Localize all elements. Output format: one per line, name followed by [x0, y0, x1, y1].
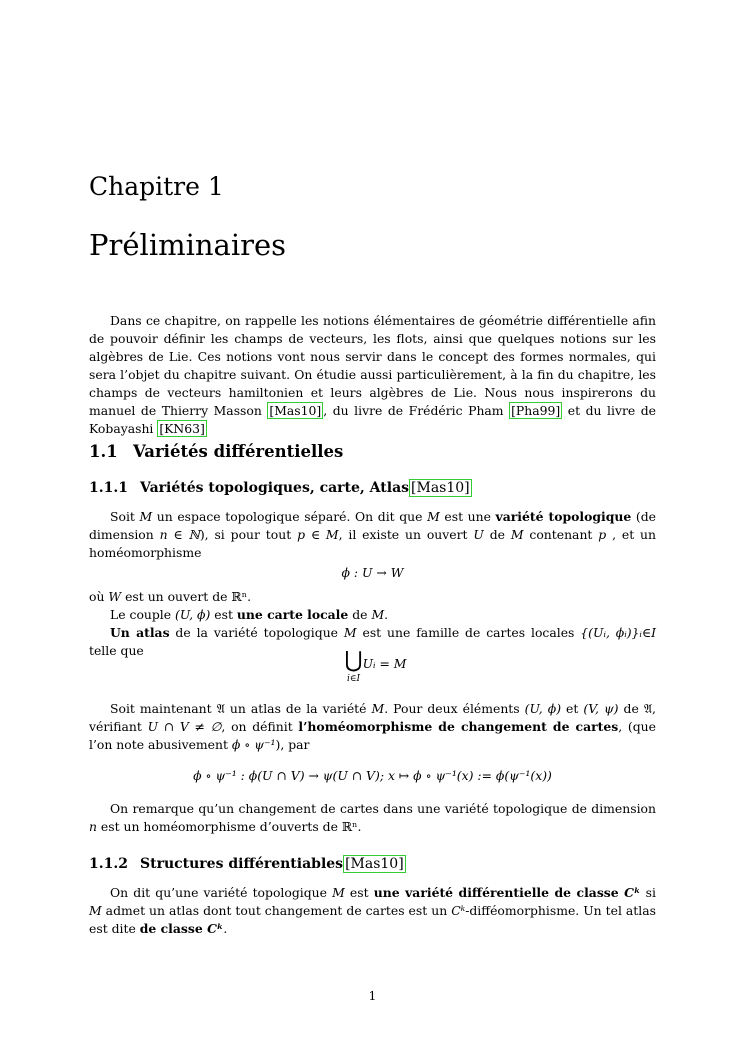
- section-heading: 1.1 Variétés différentielles: [89, 442, 344, 461]
- remark-paragraph: On remarque qu’un changement de cartes dans une variété topologique de dimension n est un homéomorphisme d’ouverts de ℝⁿ.: [89, 801, 656, 834]
- intro-paragraph: Dans ce chapitre, on rappelle les notions élémentaires de géométrie différentielle afin de pouvoir définir les champs de vecteurs, les flots, ainsi que quelques notions sur les algèbres de Lie. Ces notions vont nous servir dans le concept des formes normales, qui sera l’objet du chapitre suivant. On étudie aussi particulièrement, à la fin du chapitre, les champs de vecteurs hamiltonien et leurs algèbres de Lie. Nous nous inspirerons du manuel de Thierry Masson [Mas10] , du livre de Frédéric Pham [Pha99] et du livre de Kobayashi [KN63]: [89, 313, 656, 436]
- citation-link[interactable]: [Mas10]: [411, 480, 470, 496]
- equation-chart-change: ϕ ∘ ψ⁻¹ : ϕ(U ∩ V) → ψ(U ∩ V); x ↦ ϕ ∘ ψ⁻¹(x) := ϕ(ψ⁻¹(x)): [193, 768, 552, 783]
- definition-differential-manifold: On dit qu’une variété topologique M est une variété différentielle de classe Cᵏ si M admet un atlas dont tout changement de cartes est un Cᵏ-difféomorphisme. Un tel atlas est dite de classe Cᵏ.: [89, 885, 656, 936]
- definition-topological-manifold: Soit M un espace topologique séparé. On dit que M est une variété topologique (de dimension n ∈ ℕ), si pour tout p ∈ M, il existe un ouvert U de M contenant p , et un homéomorphisme ϕ : U → W où W est un ouvert de ℝⁿ. Le couple (U, ϕ) est une carte locale de M. Un atlas de la variété topologique M est une famille de cartes locales {(Uᵢ, ϕᵢ)}ᵢ∈I telle que: [89, 509, 657, 658]
- citation-link[interactable]: [Mas10]: [269, 403, 322, 418]
- chapter-title: Préliminaires: [89, 228, 287, 262]
- equation-union: ⋃ i∈I Uᵢ = M: [344, 648, 407, 684]
- chapter-label: Chapitre 1: [89, 172, 224, 201]
- citation-link[interactable]: [Pha99]: [511, 403, 561, 418]
- page-number: 1: [368, 988, 377, 1003]
- subsection-heading: 1.1.1 Variétés topologiques, carte, Atlas [Mas10]: [89, 480, 470, 496]
- equation-phi: ϕ : U → W: [341, 565, 404, 580]
- citation-link[interactable]: [KN63]: [159, 421, 205, 436]
- citation-link[interactable]: [Mas10]: [345, 856, 404, 872]
- subsection-heading: 1.1.2 Structures différentiables [Mas10]: [89, 856, 404, 872]
- chart-change-paragraph: Soit maintenant 𝔄 un atlas de la variété M. Pour deux éléments (U, ϕ) et (V, ψ) de 𝔄, vérifiant U ∩ V ≠ ∅, on définit l’homéomorphisme de changement de cartes, (que l’on note abusivement ϕ ∘ ψ⁻¹), par: [89, 701, 656, 752]
